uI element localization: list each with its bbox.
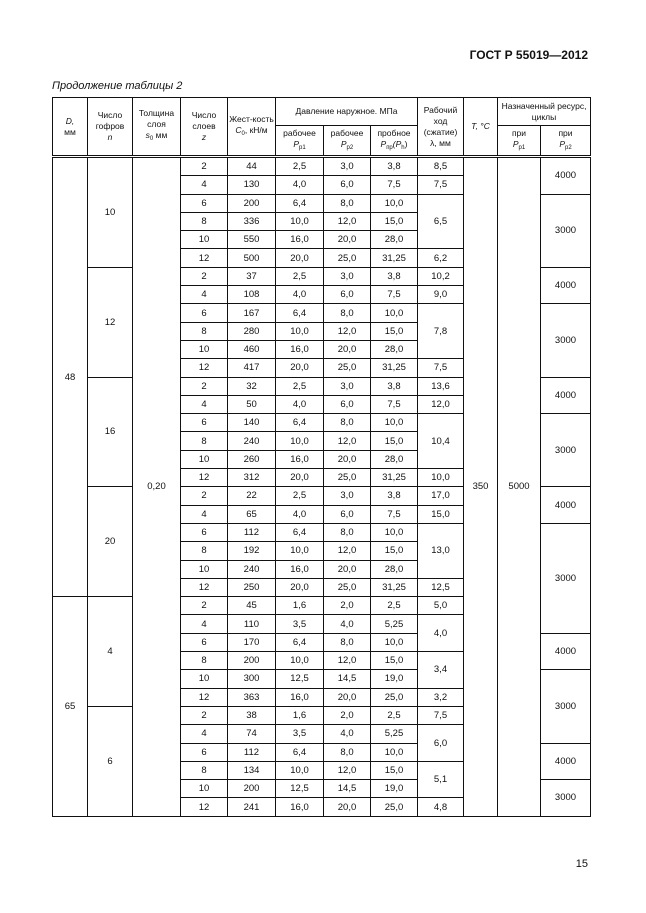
cell-layers: 12 bbox=[181, 688, 228, 706]
cell-pressure-test: 10,0 bbox=[371, 633, 418, 651]
cell-stiffness: 200 bbox=[228, 652, 276, 670]
cell-stroke: 6,5 bbox=[418, 194, 464, 249]
header-pressure: Давление наружное. МПа bbox=[276, 98, 418, 126]
cell-pressure-p2: 6,0 bbox=[324, 395, 371, 413]
cell-pressure-p1: 10,0 bbox=[276, 212, 324, 230]
cell-resource-p2: 4000 bbox=[541, 377, 591, 414]
cell-pressure-test: 10,0 bbox=[371, 743, 418, 761]
cell-stiffness: 417 bbox=[228, 359, 276, 377]
cell-stroke: 13,0 bbox=[418, 523, 464, 578]
cell-pressure-p1: 20,0 bbox=[276, 469, 324, 487]
cell-pressure-p1: 16,0 bbox=[276, 340, 324, 358]
cell-pressure-p1: 6,4 bbox=[276, 304, 324, 322]
cell-layers: 8 bbox=[181, 322, 228, 340]
cell-layers: 8 bbox=[181, 761, 228, 779]
cell-pressure-p2: 6,0 bbox=[324, 505, 371, 523]
header-ppr: пробное $P_{пр}(P_h)$ bbox=[371, 126, 418, 157]
cell-pressure-p2: 8,0 bbox=[324, 194, 371, 212]
cell-pressure-test: 5,25 bbox=[371, 725, 418, 743]
cell-layers: 4 bbox=[181, 505, 228, 523]
cell-layers: 6 bbox=[181, 743, 228, 761]
cell-pressure-p2: 25,0 bbox=[324, 469, 371, 487]
cell-stroke: 12,5 bbox=[418, 578, 464, 596]
cell-pressure-p2: 4,0 bbox=[324, 615, 371, 633]
cell-stiffness: 108 bbox=[228, 286, 276, 304]
cell-pressure-test: 28,0 bbox=[371, 231, 418, 249]
cell-stiffness: 240 bbox=[228, 432, 276, 450]
cell-pressure-p1: 2,5 bbox=[276, 377, 324, 395]
cell-layers: 2 bbox=[181, 597, 228, 615]
cell-diameter: 48 bbox=[53, 157, 88, 597]
cell-stiffness: 170 bbox=[228, 633, 276, 651]
cell-pressure-test: 3,8 bbox=[371, 157, 418, 176]
cell-resource-p2: 4000 bbox=[541, 157, 591, 195]
cell-pressure-p1: 10,0 bbox=[276, 322, 324, 340]
cell-pressure-p2: 2,0 bbox=[324, 597, 371, 615]
header-r2: при $P_{р2}$ bbox=[541, 126, 591, 157]
cell-stroke: 6,2 bbox=[418, 249, 464, 267]
cell-pressure-p1: 6,4 bbox=[276, 523, 324, 541]
cell-pressure-p2: 25,0 bbox=[324, 249, 371, 267]
cell-stiffness: 200 bbox=[228, 780, 276, 798]
cell-pressure-p1: 6,4 bbox=[276, 194, 324, 212]
cell-stroke: 9,0 bbox=[418, 286, 464, 304]
cell-stiffness: 460 bbox=[228, 340, 276, 358]
cell-layers: 12 bbox=[181, 578, 228, 596]
cell-pressure-p2: 14,5 bbox=[324, 670, 371, 688]
cell-pressure-test: 31,25 bbox=[371, 249, 418, 267]
cell-stiffness: 250 bbox=[228, 578, 276, 596]
bellows-parameters-table bbox=[52, 97, 591, 817]
cell-pressure-test: 28,0 bbox=[371, 560, 418, 578]
cell-pressure-p1: 12,5 bbox=[276, 780, 324, 798]
cell-resource-p2: 3000 bbox=[541, 670, 591, 743]
cell-pressure-p1: 2,5 bbox=[276, 157, 324, 176]
cell-pressure-p1: 3,5 bbox=[276, 615, 324, 633]
cell-pressure-p1: 4,0 bbox=[276, 286, 324, 304]
cell-layers: 2 bbox=[181, 157, 228, 176]
header-n: Число гофров n bbox=[88, 98, 133, 157]
cell-pressure-p2: 6,0 bbox=[324, 286, 371, 304]
cell-stiffness: 32 bbox=[228, 377, 276, 395]
cell-layers: 6 bbox=[181, 414, 228, 432]
cell-stiffness: 37 bbox=[228, 267, 276, 285]
cell-pressure-p1: 20,0 bbox=[276, 249, 324, 267]
cell-pressure-p1: 10,0 bbox=[276, 761, 324, 779]
cell-stroke: 4,8 bbox=[418, 798, 464, 816]
cell-pressure-p1: 16,0 bbox=[276, 688, 324, 706]
cell-resource-p2: 4000 bbox=[541, 633, 591, 670]
cell-stiffness: 110 bbox=[228, 615, 276, 633]
cell-pressure-test: 19,0 bbox=[371, 780, 418, 798]
cell-resource-p2: 3000 bbox=[541, 194, 591, 267]
cell-resource-p2: 3000 bbox=[541, 523, 591, 633]
cell-layers: 8 bbox=[181, 212, 228, 230]
cell-layers: 6 bbox=[181, 523, 228, 541]
cell-stiffness: 200 bbox=[228, 194, 276, 212]
header-d: D, мм bbox=[53, 98, 88, 157]
cell-stroke: 7,5 bbox=[418, 706, 464, 724]
cell-stiffness: 74 bbox=[228, 725, 276, 743]
header-pp1: рабочее $P_{р1}$ bbox=[276, 126, 324, 157]
cell-stroke: 10,2 bbox=[418, 267, 464, 285]
cell-stroke: 10,4 bbox=[418, 414, 464, 469]
cell-pressure-test: 7,5 bbox=[371, 505, 418, 523]
cell-stiffness: 500 bbox=[228, 249, 276, 267]
cell-pressure-p2: 8,0 bbox=[324, 414, 371, 432]
cell-pressure-p2: 6,0 bbox=[324, 176, 371, 194]
cell-resource-p2: 4000 bbox=[541, 743, 591, 780]
cell-pressure-p1: 10,0 bbox=[276, 542, 324, 560]
cell-stiffness: 65 bbox=[228, 505, 276, 523]
cell-stiffness: 112 bbox=[228, 523, 276, 541]
cell-pressure-p1: 1,6 bbox=[276, 706, 324, 724]
cell-layers: 8 bbox=[181, 542, 228, 560]
cell-pressure-p2: 12,0 bbox=[324, 432, 371, 450]
cell-pressure-p2: 12,0 bbox=[324, 322, 371, 340]
cell-pressure-test: 28,0 bbox=[371, 450, 418, 468]
cell-pressure-p1: 4,0 bbox=[276, 505, 324, 523]
cell-corrugations: 16 bbox=[88, 377, 133, 487]
cell-pressure-p1: 20,0 bbox=[276, 359, 324, 377]
cell-layers: 4 bbox=[181, 286, 228, 304]
cell-resource-p2: 4000 bbox=[541, 487, 591, 524]
cell-stiffness: 38 bbox=[228, 706, 276, 724]
cell-stiffness: 363 bbox=[228, 688, 276, 706]
cell-layers: 12 bbox=[181, 249, 228, 267]
header-z: Число слоев z bbox=[181, 98, 228, 157]
cell-stroke: 17,0 bbox=[418, 487, 464, 505]
cell-layers: 2 bbox=[181, 487, 228, 505]
header-t: T, °C bbox=[464, 98, 498, 157]
cell-pressure-p1: 12,5 bbox=[276, 670, 324, 688]
cell-pressure-p1: 6,4 bbox=[276, 633, 324, 651]
cell-pressure-test: 3,8 bbox=[371, 267, 418, 285]
cell-layers: 8 bbox=[181, 432, 228, 450]
cell-stiffness: 260 bbox=[228, 450, 276, 468]
cell-layers: 12 bbox=[181, 469, 228, 487]
cell-pressure-test: 25,0 bbox=[371, 798, 418, 816]
cell-pressure-test: 19,0 bbox=[371, 670, 418, 688]
cell-pressure-p2: 12,0 bbox=[324, 761, 371, 779]
cell-resource-p2: 3000 bbox=[541, 780, 591, 817]
cell-pressure-test: 10,0 bbox=[371, 414, 418, 432]
cell-stroke: 12,0 bbox=[418, 395, 464, 413]
table-caption: Продолжение таблицы 2 bbox=[52, 80, 183, 92]
cell-pressure-p1: 3,5 bbox=[276, 725, 324, 743]
cell-resource-p2: 4000 bbox=[541, 267, 591, 304]
cell-pressure-test: 15,0 bbox=[371, 212, 418, 230]
cell-pressure-test: 3,8 bbox=[371, 487, 418, 505]
cell-stiffness: 300 bbox=[228, 670, 276, 688]
cell-pressure-p2: 20,0 bbox=[324, 798, 371, 816]
cell-pressure-p2: 3,0 bbox=[324, 157, 371, 176]
cell-pressure-test: 25,0 bbox=[371, 688, 418, 706]
cell-stiffness: 22 bbox=[228, 487, 276, 505]
cell-layers: 12 bbox=[181, 359, 228, 377]
header-r1: при $P_{р1}$ bbox=[498, 126, 541, 157]
cell-pressure-p1: 16,0 bbox=[276, 231, 324, 249]
cell-pressure-test: 15,0 bbox=[371, 761, 418, 779]
cell-pressure-p2: 20,0 bbox=[324, 231, 371, 249]
cell-pressure-p2: 25,0 bbox=[324, 578, 371, 596]
cell-pressure-p2: 3,0 bbox=[324, 377, 371, 395]
cell-pressure-p1: 2,5 bbox=[276, 487, 324, 505]
cell-layers: 8 bbox=[181, 652, 228, 670]
cell-layers: 10 bbox=[181, 670, 228, 688]
cell-stiffness: 134 bbox=[228, 761, 276, 779]
table-body bbox=[53, 157, 591, 817]
cell-stroke: 10,0 bbox=[418, 469, 464, 487]
cell-layers: 2 bbox=[181, 377, 228, 395]
cell-thickness: 0,20 bbox=[133, 157, 181, 817]
cell-pressure-test: 31,25 bbox=[371, 578, 418, 596]
cell-layers: 6 bbox=[181, 194, 228, 212]
cell-stroke: 4,0 bbox=[418, 615, 464, 652]
cell-corrugations: 6 bbox=[88, 706, 133, 816]
cell-layers: 4 bbox=[181, 615, 228, 633]
cell-pressure-p1: 4,0 bbox=[276, 395, 324, 413]
cell-pressure-test: 15,0 bbox=[371, 322, 418, 340]
cell-layers: 6 bbox=[181, 633, 228, 651]
cell-layers: 4 bbox=[181, 395, 228, 413]
cell-stroke: 7,8 bbox=[418, 304, 464, 359]
cell-stiffness: 550 bbox=[228, 231, 276, 249]
cell-resource-p2: 3000 bbox=[541, 414, 591, 487]
cell-stiffness: 45 bbox=[228, 597, 276, 615]
cell-layers: 2 bbox=[181, 706, 228, 724]
cell-stroke: 3,2 bbox=[418, 688, 464, 706]
cell-pressure-p1: 2,5 bbox=[276, 267, 324, 285]
cell-pressure-test: 31,25 bbox=[371, 469, 418, 487]
cell-stroke: 3,4 bbox=[418, 652, 464, 689]
cell-layers: 12 bbox=[181, 798, 228, 816]
cell-stiffness: 336 bbox=[228, 212, 276, 230]
cell-stiffness: 50 bbox=[228, 395, 276, 413]
cell-pressure-test: 31,25 bbox=[371, 359, 418, 377]
cell-pressure-test: 10,0 bbox=[371, 194, 418, 212]
document-code: ГОСТ Р 55019—2012 bbox=[469, 48, 588, 62]
cell-layers: 4 bbox=[181, 725, 228, 743]
cell-pressure-p1: 16,0 bbox=[276, 560, 324, 578]
cell-stiffness: 140 bbox=[228, 414, 276, 432]
cell-pressure-p2: 20,0 bbox=[324, 560, 371, 578]
header-resource: Назначенный ресурс, циклы bbox=[498, 98, 591, 126]
cell-stroke: 6,0 bbox=[418, 725, 464, 762]
cell-pressure-test: 3,8 bbox=[371, 377, 418, 395]
cell-pressure-test: 15,0 bbox=[371, 652, 418, 670]
cell-layers: 10 bbox=[181, 340, 228, 358]
cell-pressure-p1: 6,4 bbox=[276, 414, 324, 432]
cell-layers: 10 bbox=[181, 780, 228, 798]
cell-layers: 4 bbox=[181, 176, 228, 194]
cell-pressure-test: 7,5 bbox=[371, 176, 418, 194]
cell-stiffness: 241 bbox=[228, 798, 276, 816]
cell-pressure-test: 2,5 bbox=[371, 706, 418, 724]
cell-corrugations: 10 bbox=[88, 157, 133, 268]
cell-stiffness: 44 bbox=[228, 157, 276, 176]
cell-pressure-test: 7,5 bbox=[371, 395, 418, 413]
cell-layers: 10 bbox=[181, 560, 228, 578]
cell-stiffness: 167 bbox=[228, 304, 276, 322]
cell-stroke: 8,5 bbox=[418, 157, 464, 176]
table-row bbox=[53, 157, 591, 176]
cell-pressure-p2: 20,0 bbox=[324, 688, 371, 706]
cell-stroke: 7,5 bbox=[418, 176, 464, 194]
cell-stroke: 7,5 bbox=[418, 359, 464, 377]
cell-pressure-test: 15,0 bbox=[371, 432, 418, 450]
cell-pressure-p2: 12,0 bbox=[324, 542, 371, 560]
cell-diameter: 65 bbox=[53, 597, 88, 817]
page-number: 15 bbox=[575, 858, 588, 870]
header-stroke: Рабочий ход (сжатие) λ, мм bbox=[418, 98, 464, 157]
cell-pressure-p1: 1,6 bbox=[276, 597, 324, 615]
header-s0: Толщина слоя $s_0$ мм bbox=[133, 98, 181, 157]
cell-pressure-p1: 6,4 bbox=[276, 743, 324, 761]
cell-stiffness: 112 bbox=[228, 743, 276, 761]
cell-pressure-test: 10,0 bbox=[371, 304, 418, 322]
cell-pressure-p2: 14,5 bbox=[324, 780, 371, 798]
cell-pressure-p2: 8,0 bbox=[324, 633, 371, 651]
cell-pressure-p2: 3,0 bbox=[324, 267, 371, 285]
cell-pressure-test: 15,0 bbox=[371, 542, 418, 560]
cell-layers: 10 bbox=[181, 231, 228, 249]
cell-temperature: 350 bbox=[464, 157, 498, 817]
cell-corrugations: 12 bbox=[88, 267, 133, 377]
cell-pressure-p2: 2,0 bbox=[324, 706, 371, 724]
cell-layers: 6 bbox=[181, 304, 228, 322]
header-c: Жест-кость $C_0$, кН/м bbox=[228, 98, 276, 157]
cell-pressure-p2: 12,0 bbox=[324, 212, 371, 230]
cell-pressure-test: 10,0 bbox=[371, 523, 418, 541]
cell-layers: 10 bbox=[181, 450, 228, 468]
cell-stroke: 13,6 bbox=[418, 377, 464, 395]
cell-pressure-p2: 3,0 bbox=[324, 487, 371, 505]
cell-pressure-p1: 4,0 bbox=[276, 176, 324, 194]
cell-pressure-p2: 4,0 bbox=[324, 725, 371, 743]
cell-pressure-p2: 8,0 bbox=[324, 304, 371, 322]
cell-pressure-p1: 16,0 bbox=[276, 450, 324, 468]
cell-stiffness: 240 bbox=[228, 560, 276, 578]
cell-stiffness: 312 bbox=[228, 469, 276, 487]
cell-pressure-test: 2,5 bbox=[371, 597, 418, 615]
cell-stroke: 5,0 bbox=[418, 597, 464, 615]
header-pp2: рабочее $P_{р2}$ bbox=[324, 126, 371, 157]
cell-pressure-test: 28,0 bbox=[371, 340, 418, 358]
cell-stiffness: 192 bbox=[228, 542, 276, 560]
cell-pressure-test: 7,5 bbox=[371, 286, 418, 304]
cell-pressure-test: 5,25 bbox=[371, 615, 418, 633]
cell-stiffness: 130 bbox=[228, 176, 276, 194]
cell-pressure-p2: 8,0 bbox=[324, 743, 371, 761]
cell-pressure-p2: 25,0 bbox=[324, 359, 371, 377]
cell-pressure-p2: 20,0 bbox=[324, 450, 371, 468]
cell-pressure-p2: 20,0 bbox=[324, 340, 371, 358]
cell-resource-p2: 3000 bbox=[541, 304, 591, 377]
cell-stroke: 5,1 bbox=[418, 761, 464, 798]
cell-pressure-p2: 12,0 bbox=[324, 652, 371, 670]
cell-pressure-p1: 20,0 bbox=[276, 578, 324, 596]
cell-stroke: 15,0 bbox=[418, 505, 464, 523]
cell-pressure-p2: 8,0 bbox=[324, 523, 371, 541]
cell-pressure-p1: 16,0 bbox=[276, 798, 324, 816]
cell-resource-p1: 5000 bbox=[498, 157, 541, 817]
cell-corrugations: 4 bbox=[88, 597, 133, 707]
cell-corrugations: 20 bbox=[88, 487, 133, 597]
cell-stiffness: 280 bbox=[228, 322, 276, 340]
cell-layers: 2 bbox=[181, 267, 228, 285]
cell-pressure-p1: 10,0 bbox=[276, 652, 324, 670]
cell-pressure-p1: 10,0 bbox=[276, 432, 324, 450]
